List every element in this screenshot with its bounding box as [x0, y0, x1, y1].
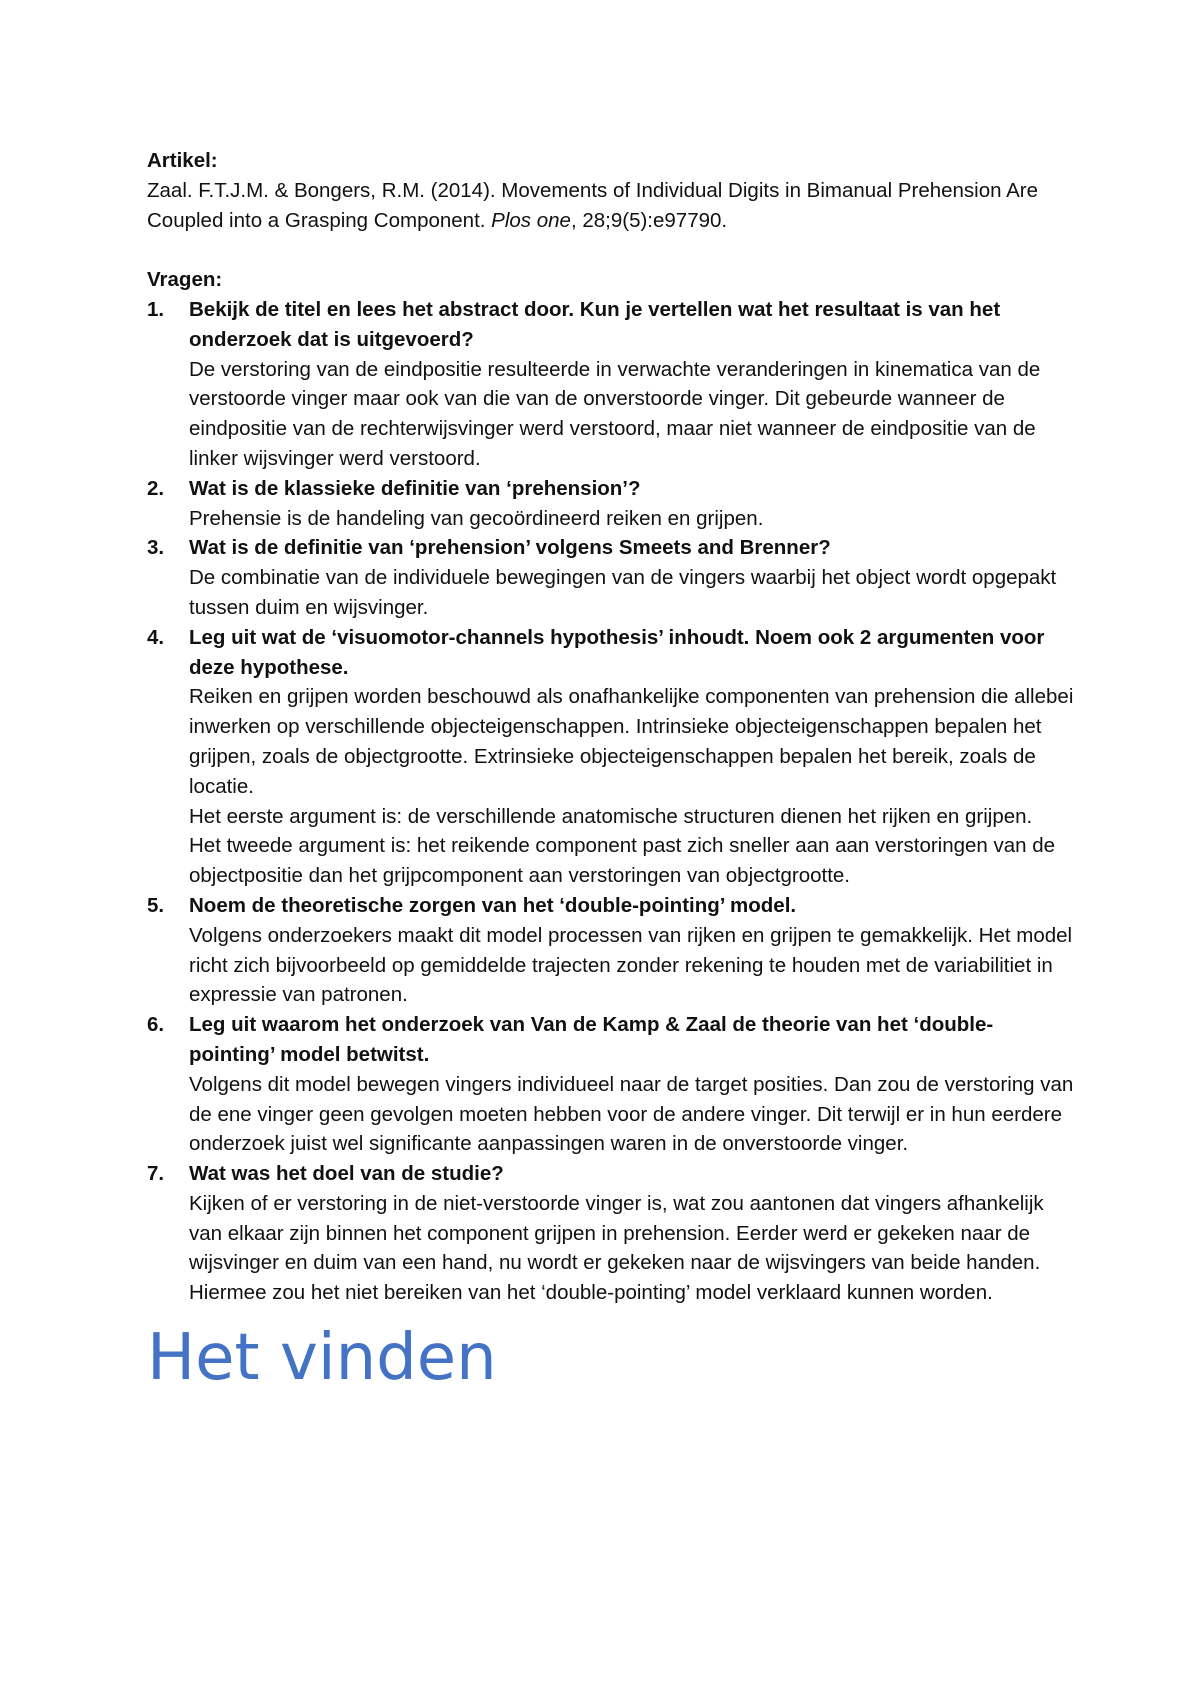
question-item: [147, 533, 1077, 622]
citation-volume: , 28;9(5):e97790.: [570, 208, 728, 232]
citation-text: Zaal. F.T.J.M. & Bongers, R.M. (2014). Movements of Individual Digits in Bimanual Prehension Are Coupled into a Grasping Component.: [147, 178, 1038, 232]
answer-block: [189, 563, 1077, 623]
answer-block: [189, 921, 1077, 1010]
question-number: 1.: [147, 297, 165, 321]
answer-block: [189, 1070, 1077, 1159]
document-page: [147, 146, 1077, 1396]
question-text: Wat is de definitie van ‘prehension’ volgens Smeets and Brenner?: [189, 536, 831, 560]
answer-paragraph: De combinatie van de individuele bewegingen van de vingers waarbij het object wordt opgepakt tussen duim en wijsvinger.: [189, 566, 1057, 619]
article-label: Artikel:: [147, 149, 218, 172]
question-item: [147, 1010, 1077, 1159]
article-citation: [147, 176, 1077, 236]
answer-paragraph: Volgens dit model bewegen vingers individueel naar de target posities. Dan zou de verstoring van de ene vinger geen gevolgen moeten hebben voor de andere vinger. Dit terwijl er in hun eerdere onderzoek juist wel significante aanpassingen waren in de onverstoorde vinger.: [189, 1072, 1074, 1156]
answer-paragraph: Reiken en grijpen worden beschouwd als onafhankelijke componenten van prehension die allebei inwerken op verschillende objecteigenschappen. Intrinsieke objecteigenschappen bepalen het grijpen, zoals de objectgrootte. Extrinsieke objecteigenschappen bepalen het bereik, zoals de locatie.: [189, 685, 1074, 798]
question-item: [147, 1159, 1077, 1308]
question-text: Noem de theoretische zorgen van het ‘double-pointing’ model.: [189, 893, 797, 917]
question-number: 4.: [147, 625, 165, 649]
answer-block: [189, 1189, 1077, 1308]
answer-paragraph: Het eerste argument is: de verschillende anatomische structuren dienen het rijken en grijpen.: [189, 804, 1033, 828]
question-item: [147, 623, 1077, 891]
question-text: Leg uit waarom het onderzoek van Van de Kamp & Zaal de theorie van het ‘double-pointing’ model betwitst.: [189, 1013, 994, 1066]
section-heading: Het vinden: [147, 1321, 497, 1396]
question-number: 2.: [147, 476, 165, 500]
question-text: Wat is de klassieke definitie van ‘prehension’?: [189, 476, 641, 500]
spacer: [147, 235, 1077, 265]
question-number: 7.: [147, 1162, 165, 1186]
answer-paragraph: Kijken of er verstoring in de niet-verstoorde vinger is, wat zou aantonen dat vingers afhankelijk van elkaar zijn binnen het component grijpen in prehension. Eerder werd er gekeken naar de wijsvinger en duim van een hand, nu wordt er gekeken naar de wijsvingers van beide handen. Hiermee zou het niet bereiken van het ‘double-pointing’ model verklaard kunnen worden.: [189, 1191, 1044, 1305]
answer-block: [189, 682, 1077, 891]
answer-paragraph: Prehensie is de handeling van gecoördineerd reiken en grijpen.: [189, 506, 764, 530]
question-text: Wat was het doel van de studie?: [189, 1162, 504, 1186]
question-text: Bekijk de titel en lees het abstract door. Kun je vertellen wat het resultaat is van het onderzoek dat is uitgevoerd?: [189, 297, 1001, 351]
question-text: Leg uit wat de ‘visuomotor-channels hypothesis’ inhoudt. Noem ook 2 argumenten voor deze hypothese.: [189, 625, 1045, 679]
questions-list: [147, 295, 1077, 1308]
question-item: [147, 474, 1077, 534]
answer-block: [189, 355, 1077, 474]
answer-paragraph: Het tweede argument is: het reikende component past zich sneller aan aan verstoringen van de objectpositie dan het grijpcomponent aan verstoringen van objectgrootte.: [189, 834, 1056, 888]
answer-paragraph: De verstoring van de eindpositie resulteerde in verwachte veranderingen in kinematica van de verstoorde vinger maar ook van die van de onverstoorde vinger. Dit gebeurde wanneer de eindpositie van de rechterwijsvinger werd verstoord, maar niet wanneer de eindpositie van de linker wijsvinger werd verstoord.: [189, 357, 1041, 470]
citation-journal: Plos one: [491, 208, 571, 232]
question-number: 5.: [147, 893, 165, 917]
question-number: 6.: [147, 1013, 165, 1037]
answer-block: [189, 504, 1077, 534]
questions-label: Vragen:: [147, 268, 223, 292]
question-number: 3.: [147, 536, 165, 560]
question-item: [147, 891, 1077, 1010]
answer-paragraph: Volgens onderzoekers maakt dit model processen van rijken en grijpen te gemakkelijk. Het model richt zich bijvoorbeeld op gemiddelde trajecten zonder rekening te houden met de variabilitiet in expressie van patronen.: [189, 923, 1073, 1007]
question-item: [147, 295, 1077, 474]
